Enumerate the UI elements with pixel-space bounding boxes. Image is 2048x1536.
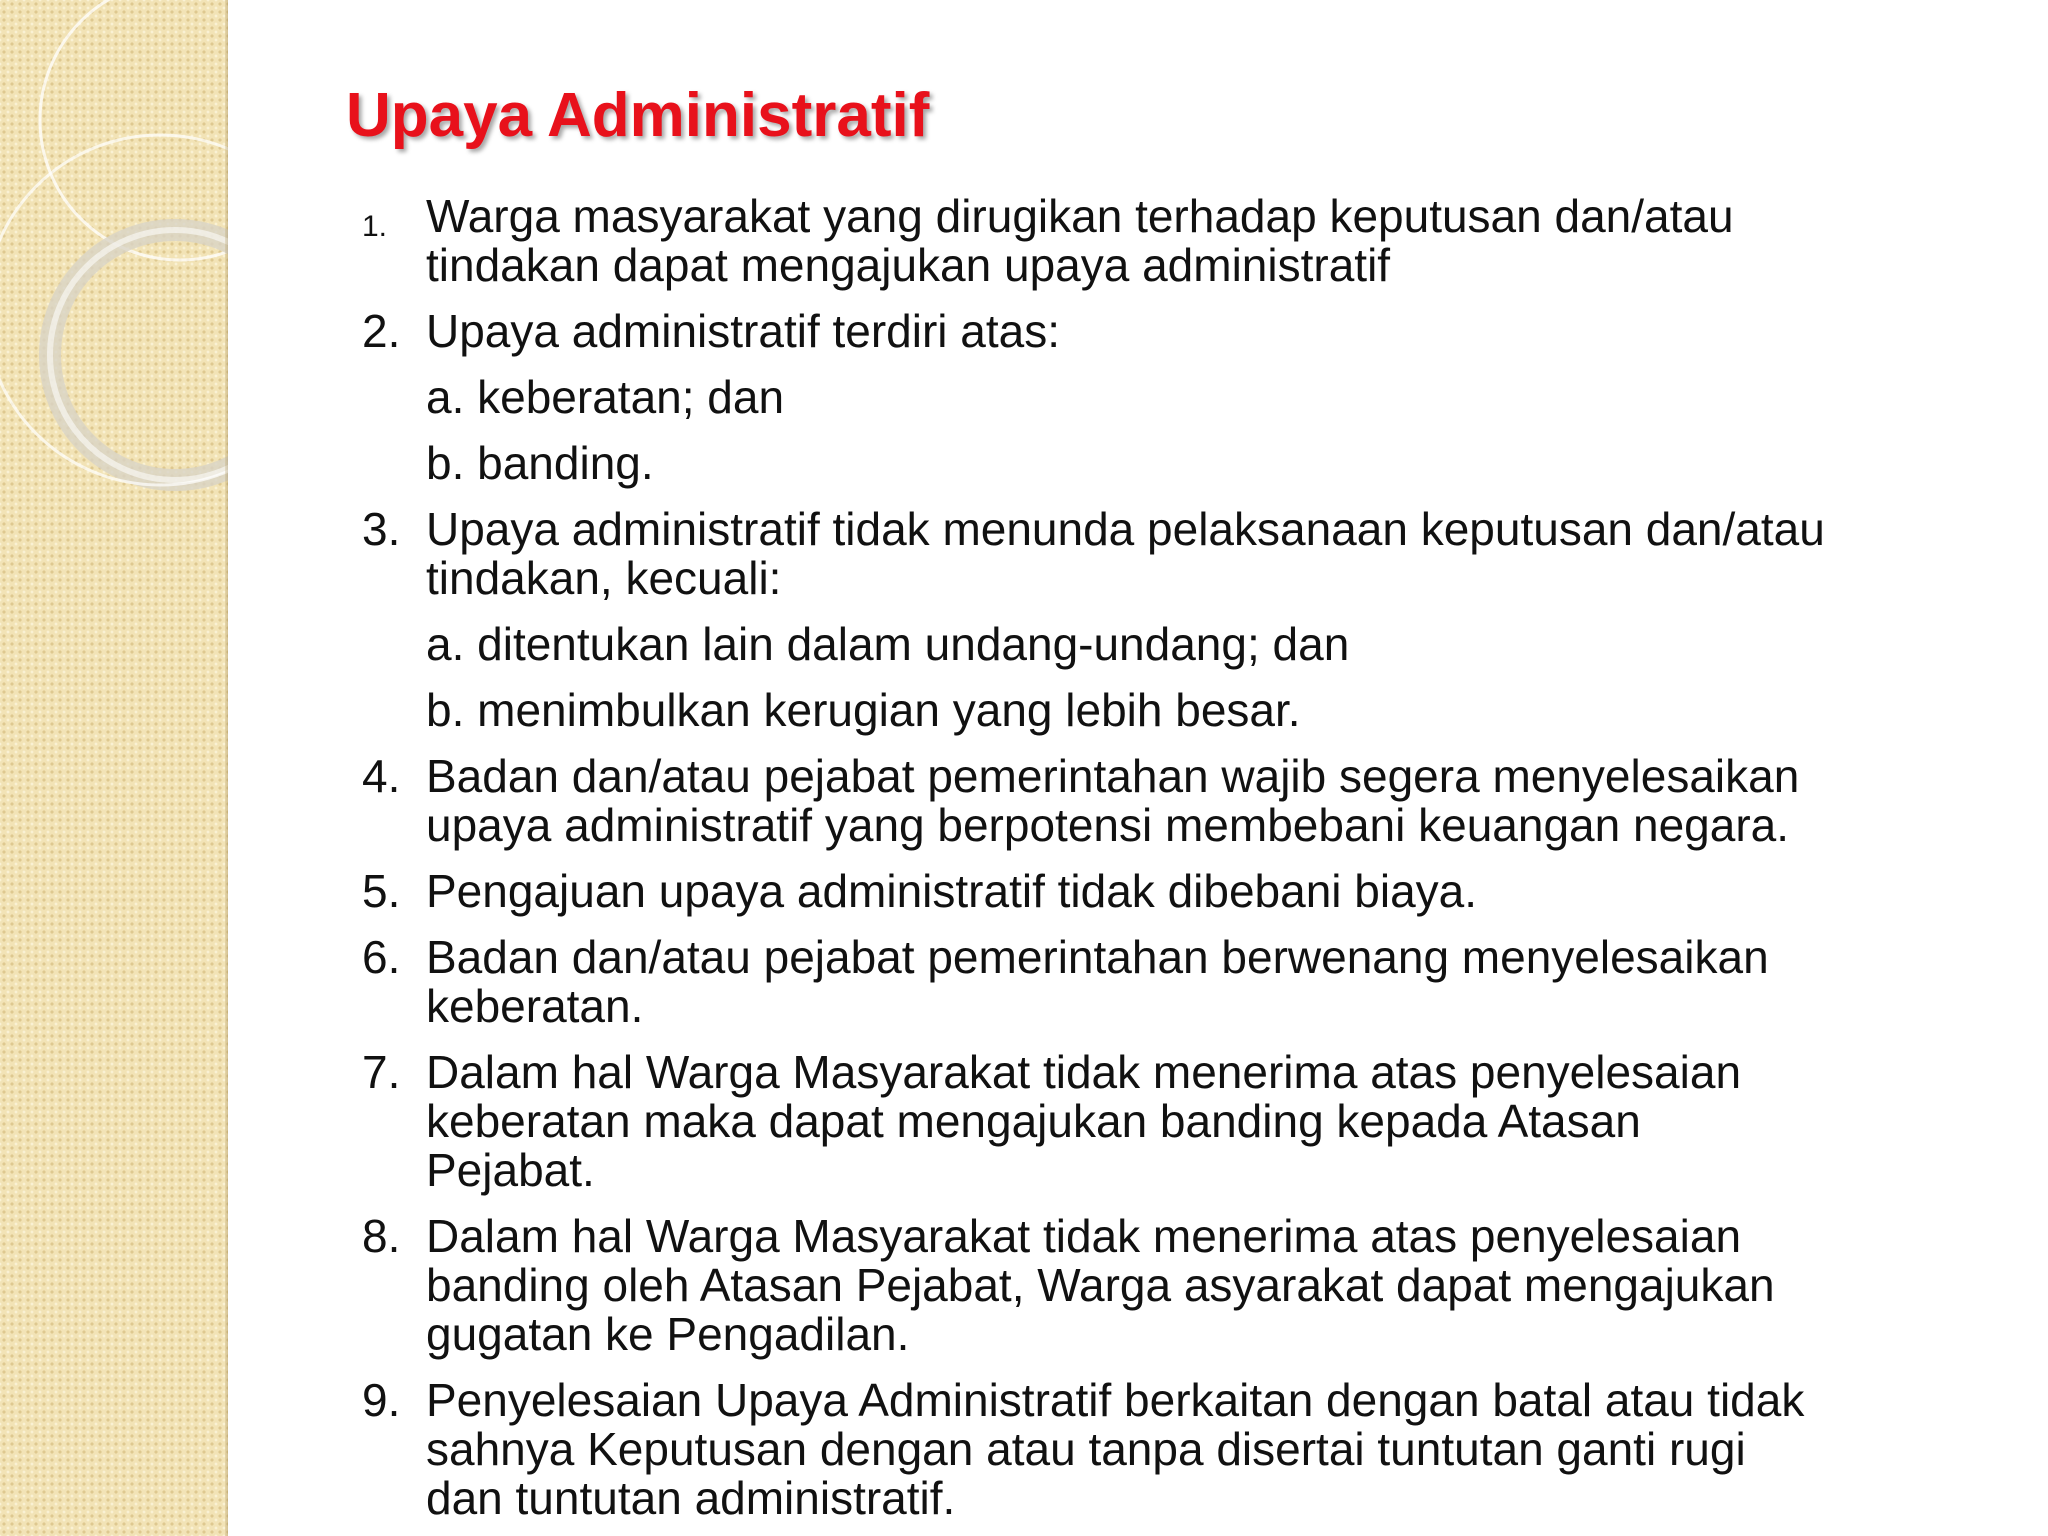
list-item-8 [362, 1212, 2022, 1359]
list-item-text: Penyelesaian Upaya Administratif berkaitan dengan batal atau tidak sahnya Keputusan dengan atau tanpa disertai tuntutan ganti rugi dan tuntutan administratif. [426, 1374, 1805, 1524]
list-item-text: Badan dan/atau pejabat pemerintahan berwenang menyelesaikan keberatan. [426, 931, 1769, 1032]
list-item-2 [362, 307, 2022, 356]
list-item-text: Pengajuan upaya administratif tidak dibebani biaya. [426, 865, 1478, 917]
list-item-text: Badan dan/atau pejabat pemerintahan wajib segera menyelesaikan upaya administratif yang berpotensi membebani keuangan negara. [426, 750, 1800, 851]
list-subitem: b. menimbulkan kerugian yang lebih besar. [426, 684, 1301, 736]
decorative-rings [0, 0, 228, 1536]
decorative-ring-large [40, 0, 228, 260]
decorative-sidebar [0, 0, 228, 1536]
decorative-ring-thin [0, 135, 228, 485]
slide-title: Upaya Administratif [346, 81, 930, 150]
list-item-6 [362, 933, 2022, 1031]
list-item-text: Warga masyarakat yang dirugikan terhadap keputusan dan/atau tindakan dapat mengajukan upaya administratif [426, 190, 1734, 291]
list-item-9 [362, 1376, 2022, 1523]
list-item-number: 7. [362, 1046, 401, 1098]
list-subitem: a. ditentukan lain dalam undang-undang; dan [426, 618, 1350, 670]
decorative-ring-thick [50, 230, 228, 480]
list-item-text: Upaya administratif terdiri atas: [426, 305, 1061, 357]
list-item-number: 3. [362, 503, 401, 555]
list-item-1 [362, 192, 2022, 290]
list-item-5 [362, 867, 2022, 916]
list-subitem: b. banding. [426, 437, 654, 489]
list-subitem: a. keberatan; dan [426, 371, 785, 423]
list-item-text: Dalam hal Warga Masyarakat tidak menerima atas penyelesaian keberatan maka dapat mengajukan banding kepada Atasan Pejabat. [426, 1046, 1742, 1196]
list-item-number: 2. [362, 305, 401, 357]
list-item-number: 6. [362, 931, 401, 983]
list-item-number: 1. [362, 210, 388, 243]
sidebar-edge [225, 0, 228, 1536]
list-item-number: 5. [362, 865, 401, 917]
list-item-4 [362, 752, 2022, 850]
list-item-number: 9. [362, 1374, 401, 1426]
list-item-3 [362, 505, 2022, 603]
slide-content-list [362, 192, 2022, 1523]
list-item-number: 4. [362, 750, 401, 802]
list-item-text: Dalam hal Warga Masyarakat tidak menerima atas penyelesaian banding oleh Atasan Pejabat, Warga asyarakat dapat mengajukan gugatan ke Pengadilan. [426, 1210, 1775, 1360]
list-item-number: 8. [362, 1210, 401, 1262]
list-item-7 [362, 1048, 2022, 1195]
list-item-text: Upaya administratif tidak menunda pelaksanaan keputusan dan/atau tindakan, kecuali: [426, 503, 1825, 604]
